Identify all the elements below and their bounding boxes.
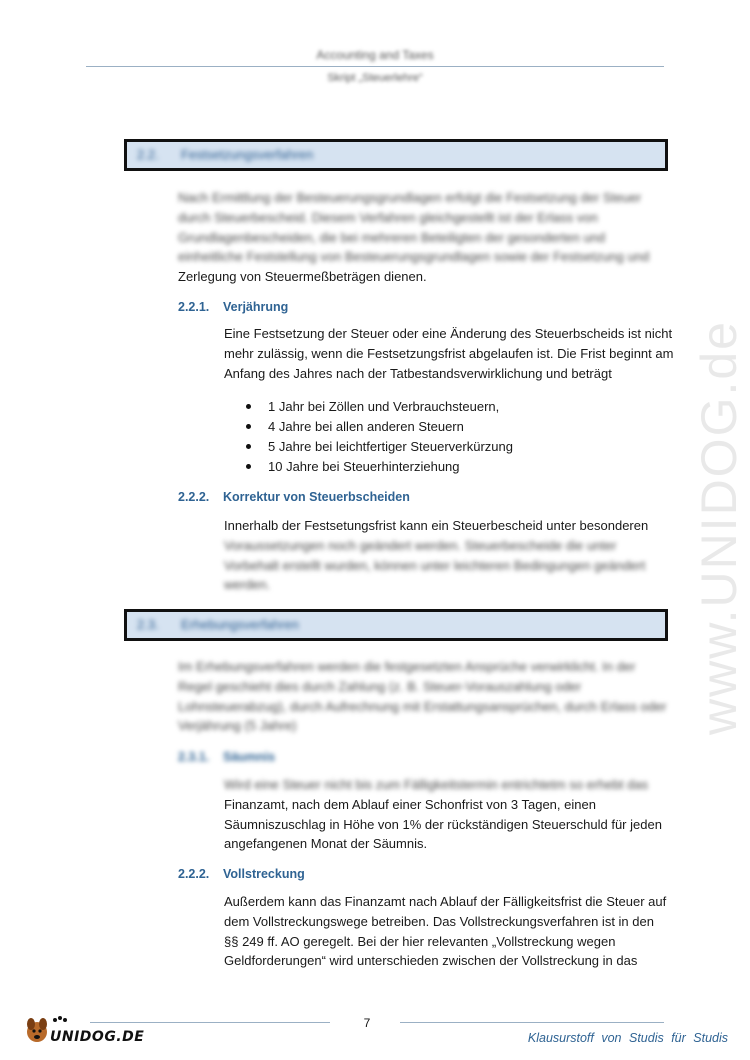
- subsection-heading-vollstreckung: [178, 867, 305, 881]
- subsection-title: Verjährung: [223, 300, 289, 314]
- subsection-title: Vollstreckung: [223, 867, 305, 881]
- bullet-icon: [246, 464, 251, 469]
- footer-divider-right: [400, 1022, 664, 1023]
- list-item: 10 Jahre bei Steuerhinterziehung: [246, 457, 513, 477]
- bullet-icon: [246, 404, 251, 409]
- section-vollstreckung-body: [224, 892, 666, 971]
- section-heading-2-3: [124, 609, 668, 641]
- body-line: Verjährung (5 Jahre): [178, 718, 297, 734]
- section-title: Erhebungsverfahren: [181, 617, 299, 632]
- bullet-icon: [246, 424, 251, 429]
- section-2-2-2-body: [224, 516, 648, 595]
- section-number: 2.2.: [137, 147, 159, 162]
- section-number: 2.3.: [137, 617, 159, 632]
- body-line: Vorbehalt erstellt wurden, können unter leichteren Bedingungen geändert: [224, 557, 646, 573]
- limitation-periods-list: [246, 397, 513, 477]
- body-line: Geldforderungen“ wird unterschieden zwischen der Vollstreckung in das: [224, 953, 638, 969]
- subsection-heading-2-2-2: [178, 490, 410, 504]
- subsection-number: 2.2.2.: [178, 490, 210, 504]
- page-number: 7: [363, 1016, 371, 1030]
- body-line: Anfang des Jahres nach der Tatbestandsverwirklichung und beträgt: [224, 365, 612, 381]
- body-line: dem Vollstreckungswege betreiben. Das Vollstreckungsverfahren ist in den: [224, 913, 654, 929]
- subsection-heading-2-3-1: [178, 750, 275, 764]
- body-line: Finanzamt, nach dem Ablauf einer Schonfrist von 3 Tagen, einen: [224, 796, 596, 812]
- body-line: Im Erhebungsverfahren werden die festgesetzten Ansprüche verwirklicht. In der: [178, 659, 636, 674]
- bullet-icon: [246, 444, 251, 449]
- watermark: www.UNIDOG.de: [691, 320, 747, 735]
- section-2-2-body: [178, 188, 649, 287]
- body-line: §§ 249 ff. AO geregelt. Bei der hier relevanten „Vollstreckung wegen: [224, 933, 616, 949]
- body-line: einheitliche Feststellung von Besteuerungsgrundlagen sowie der Festsetzung und: [178, 249, 650, 265]
- body-line: Lohnsteuerabzug), durch Aufrechnung mit Erstattungsansprüchen, durch Erlass oder: [178, 698, 667, 714]
- body-line: mehr zulässig, wenn die Festsetzungsfrist abgelaufen ist. Die Frist beginnt am: [224, 345, 674, 361]
- footer-tagline: Klausurstoff von Studis für Studis: [527, 1031, 728, 1045]
- list-item: 1 Jahr bei Zöllen und Verbrauchsteuern,: [246, 397, 513, 417]
- body-line: Zerlegung von Steuermeßbeträgen dienen.: [178, 269, 427, 285]
- body-line: Außerdem kann das Finanzamt nach Ablauf der Fälligkeitsfrist die Steuer auf: [224, 894, 667, 909]
- section-title: Festsetzungsverfahren: [181, 147, 314, 162]
- section-2-2-1-body: [224, 324, 673, 383]
- section-2-3-1-body: [224, 775, 662, 854]
- subsection-number: 2.3.1.: [178, 750, 210, 764]
- body-line: werden.: [224, 577, 271, 593]
- header-divider: [86, 66, 664, 67]
- list-item: 5 Jahre bei leichtfertiger Steuerverkürzung: [246, 437, 513, 457]
- logo-text: UNIDOG.DE: [50, 1029, 145, 1045]
- header-subtitle: Skript „Steuerlehre“: [327, 72, 423, 84]
- subsection-heading-2-2-1: [178, 300, 288, 314]
- subsection-title: Säumnis: [223, 750, 276, 764]
- body-line: Grundlagenbescheiden, die bei mehreren Beteiligten der gesonderten und: [178, 229, 606, 245]
- body-line: Innerhalb der Festsetungsfrist kann ein Steuerbescheid unter besonderen: [224, 518, 649, 533]
- section-2-3-body: [178, 657, 667, 736]
- body-line: Eine Festsetzung der Steuer oder eine Änderung des Steuerbscheids ist nicht: [224, 326, 673, 341]
- body-line: Voraussetzungen noch geändert werden. Steuerbescheide die unter: [224, 537, 617, 553]
- section-heading-2-2: [124, 139, 668, 171]
- header-title: Accounting and Taxes: [316, 48, 434, 62]
- body-line: Wird eine Steuer nicht bis zum Fälligkeitstermin entrichtetm so erhebt das: [224, 777, 649, 792]
- body-line: angefangenen Monat der Säumnis.: [224, 836, 428, 852]
- subsection-number: 2.2.2.: [178, 867, 210, 881]
- body-line: durch Steuerbescheid. Diesem Verfahren gleichgestellt ist der Erlass von: [178, 209, 598, 225]
- body-line: Säumniszuschlag in Höhe von 1% der rückständigen Steuerschuld für jeden: [224, 816, 662, 832]
- list-item: 4 Jahre bei allen anderen Steuern: [246, 417, 513, 437]
- subsection-number: 2.2.1.: [178, 300, 210, 314]
- body-line: Regel geschieht dies durch Zahlung (z. B. Steuer-Vorauszahlung oder: [178, 678, 582, 694]
- subsection-title: Korrektur von Steuerbscheiden: [223, 490, 410, 504]
- body-line: Nach Ermittlung der Besteuerungsgrundlagen erfolgt die Festsetzung der Steuer: [178, 190, 642, 205]
